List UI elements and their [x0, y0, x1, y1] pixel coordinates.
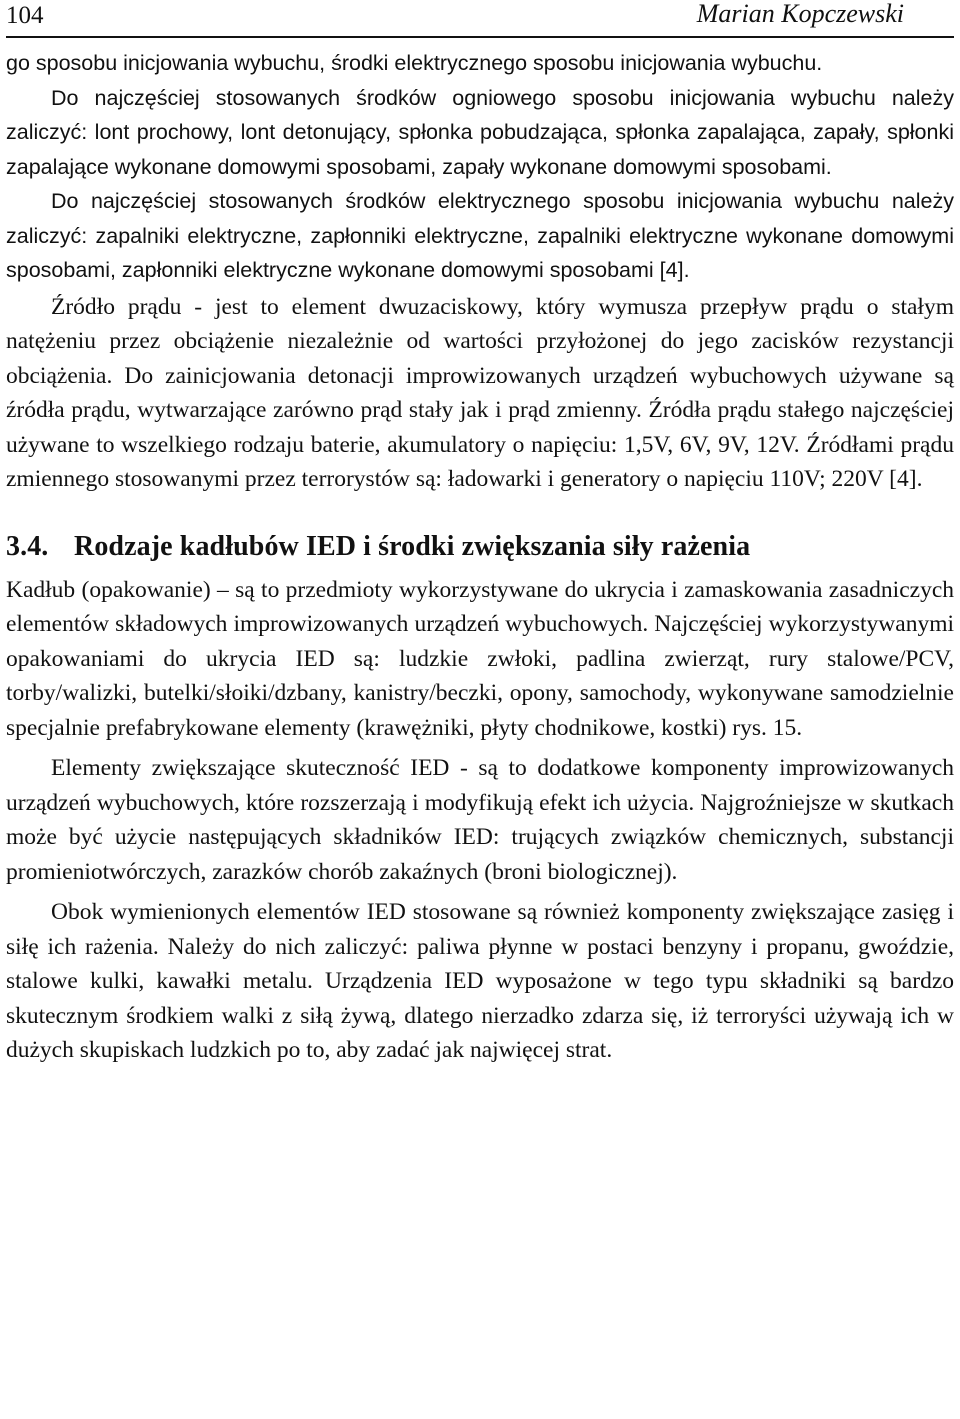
page-number: 104: [6, 2, 44, 29]
document-page: [6, 0, 954, 1068]
paragraph-electric-initiation-means: Do najczęściej stosowanych środków elektrycznego sposobu inicjowania wybuchu należy zaliczyć: zapalniki elektryczne, zapłonniki elektryczne, zapalniki elektryczne wykonane domowymi sposobami, zapłonniki elektryczne wykonane domowymi sposobami [4].: [6, 189, 954, 282]
paragraph-range-components: Obok wymienionych elementów IED stosowane są również komponenty zwiększające zasięg i siłę ich rażenia. Należy do nich zaliczyć: paliwa płynne w postaci benzyny i propanu, gwoździe, stalowe kulki, kawałki metalu. Urządzenia IED wyposażone w tego typu składniki są bardzo skutecznym środkiem walki z siłą żywą, dlatego nierzadko zdarza się, iż terroryści używają ich w dużych skupiskach ludzkich po to, aby zadać jak najwięcej strat.: [6, 899, 954, 1063]
paragraph-hull: Kadłub (opakowanie) – są to przedmioty wykorzystywane do ukrycia i zamaskowania zasadniczych elementów składowych improwizowanych urządzeń wybuchowych. Najczęściej wykorzystywanymi opakowaniami do ukrycia IED są: ludzkie zwłoki, padlina zwierząt, rury stalowe/PCV, torby/walizki, butelki/słoiki/dzbany, kanistry/beczki, opony, samochody, wykonywane samodzielnie specjalnie prefabrykowane elementy (krawężniki, płyty chodnikowe, kostki) rys. 15.: [6, 576, 954, 741]
section-title: Rodzaje kadłubów IED i środki zwiększania siły rażenia: [74, 530, 751, 562]
paragraph-fire-initiation-means: Do najczęściej stosowanych środków ogniowego sposobu inicjowania wybuchu należy zaliczyć: lont prochowy, lont detonujący, spłonka pobudzająca, spłonka zapalająca, zapały, spłonki zapalające wykonane domowymi sposobami, zapały wykonane domowymi sposobami.: [6, 85, 954, 179]
page-header: [6, 0, 954, 38]
paragraph-continuation: go sposobu inicjowania wybuchu, środki elektrycznego sposobu inicjowania wybuchu.: [6, 51, 823, 75]
section-heading: [6, 527, 954, 567]
paragraph-current-source: Źródło prądu - jest to element dwuzaciskowy, który wymusza przepływ prądu o stałym natężeniu przez obciążenie niezależnie od wartości przyłożonej do jego zacisków rezystancji obciążenia. Do zainicjowania detonacji improwizowanych urządzeń wybuchowych używane są źródła prądu, wytwarzające zarówno prąd stały jak i prąd zmienny. Źródła prądu stałego najczęściej używane to wszelkiego rodzaju baterie, akumulatory o napięciu: 1,5V, 6V, 9V, 12V. Źródłami prądu zmiennego stosowanymi przez terrorystów są: ładowarki i generatory o napięciu 110V; 220V [4].: [6, 293, 954, 492]
section-number: 3.4.: [6, 530, 49, 562]
running-head-author: Marian Kopczewski: [696, 0, 904, 28]
paragraph-effectiveness-elements: Elementy zwiększające skuteczność IED - są to dodatkowe komponenty improwizowanych urządzeń wybuchowych, które rozszerzają i modyfikują efekt ich użycia. Najgroźniejsze w skutkach może być użycie następujących składników IED: trujących związków chemicznych, substancji promieniotwórczych, zarazków chorób zakaźnych (broni biologicznej).: [6, 755, 954, 885]
